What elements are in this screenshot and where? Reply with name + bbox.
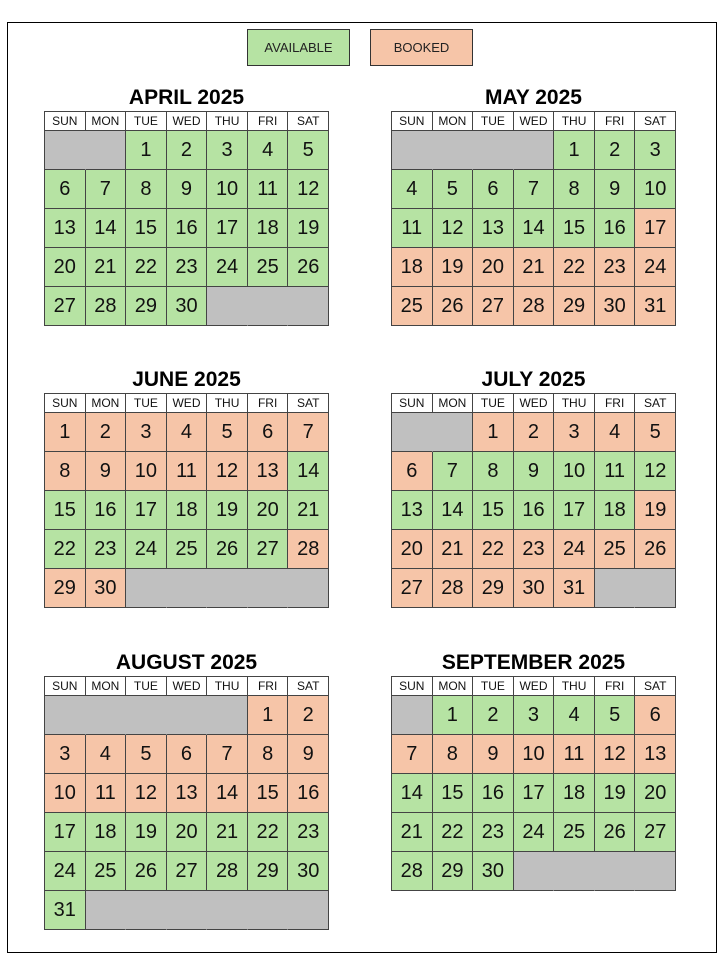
empty-day-cell: [248, 569, 289, 608]
available-day-cell[interactable]: 19: [126, 813, 167, 852]
available-day-cell[interactable]: 30: [288, 852, 329, 891]
booked-day-cell[interactable]: 19: [635, 491, 676, 530]
weekday-header: THU: [554, 394, 595, 413]
available-day-cell[interactable]: 26: [207, 530, 248, 569]
empty-day-cell: [248, 891, 289, 930]
available-day-cell[interactable]: 20: [167, 813, 208, 852]
available-day-cell[interactable]: 9: [167, 170, 208, 209]
empty-day-cell: [392, 413, 433, 452]
available-day-cell[interactable]: 9: [514, 452, 555, 491]
available-day-cell[interactable]: 24: [207, 248, 248, 287]
booked-day-cell[interactable]: 2: [86, 413, 127, 452]
empty-day-cell: [595, 852, 636, 891]
available-day-cell[interactable]: 22: [126, 248, 167, 287]
available-day-cell[interactable]: 16: [514, 491, 555, 530]
available-day-cell[interactable]: 14: [514, 209, 555, 248]
empty-day-cell: [207, 287, 248, 326]
month-calendar: [44, 85, 329, 326]
booked-day-cell[interactable]: 24: [554, 530, 595, 569]
available-day-cell[interactable]: 18: [595, 491, 636, 530]
booked-day-cell[interactable]: 20: [473, 248, 514, 287]
available-day-cell[interactable]: 16: [595, 209, 636, 248]
available-day-cell[interactable]: 15: [554, 209, 595, 248]
available-day-cell[interactable]: 23: [473, 813, 514, 852]
booked-day-cell[interactable]: 25: [392, 287, 433, 326]
available-day-cell[interactable]: 29: [126, 287, 167, 326]
available-day-cell[interactable]: 23: [167, 248, 208, 287]
available-day-cell[interactable]: 25: [248, 248, 289, 287]
month-title: SEPTEMBER 2025: [441, 651, 626, 674]
available-day-cell[interactable]: 21: [288, 491, 329, 530]
available-day-cell[interactable]: 4: [392, 170, 433, 209]
available-day-cell[interactable]: 4: [248, 131, 289, 170]
empty-day-cell: [86, 131, 127, 170]
booked-day-cell[interactable]: 2: [288, 696, 329, 735]
available-day-cell[interactable]: 13: [45, 209, 86, 248]
booked-day-cell[interactable]: 30: [86, 569, 127, 608]
booked-day-cell[interactable]: 29: [45, 569, 86, 608]
booked-day-cell[interactable]: 28: [288, 530, 329, 569]
available-day-cell[interactable]: 22: [45, 530, 86, 569]
available-day-cell[interactable]: 14: [433, 491, 474, 530]
available-day-cell[interactable]: 31: [45, 891, 86, 930]
month-title: JULY 2025: [481, 368, 586, 391]
available-day-cell[interactable]: 17: [45, 813, 86, 852]
available-day-cell[interactable]: 17: [126, 491, 167, 530]
empty-day-cell: [554, 852, 595, 891]
available-day-cell[interactable]: 2: [473, 696, 514, 735]
weekday-header: WED: [514, 112, 555, 131]
empty-day-cell: [433, 131, 474, 170]
empty-day-cell: [288, 891, 329, 930]
weekday-header: TUE: [473, 112, 514, 131]
booked-day-cell[interactable]: 4: [167, 413, 208, 452]
available-day-cell[interactable]: 27: [45, 287, 86, 326]
weekday-header: THU: [554, 677, 595, 696]
weekday-header: WED: [167, 112, 208, 131]
calendar-grid: [391, 676, 676, 891]
available-day-cell[interactable]: 6: [473, 170, 514, 209]
weekday-header: THU: [207, 112, 248, 131]
available-day-cell[interactable]: 9: [595, 170, 636, 209]
available-day-cell[interactable]: 4: [554, 696, 595, 735]
empty-day-cell: [126, 569, 167, 608]
available-day-cell[interactable]: 18: [554, 774, 595, 813]
empty-day-cell: [248, 287, 289, 326]
booked-day-cell[interactable]: 31: [554, 569, 595, 608]
empty-day-cell: [86, 696, 127, 735]
booked-day-cell[interactable]: 6: [635, 696, 676, 735]
available-day-cell[interactable]: 3: [207, 131, 248, 170]
booked-day-cell[interactable]: 31: [635, 287, 676, 326]
legend-available: AVAILABLE: [247, 29, 350, 66]
weekday-header: SAT: [635, 112, 676, 131]
available-day-cell[interactable]: 19: [207, 491, 248, 530]
booked-day-cell[interactable]: 7: [288, 413, 329, 452]
available-day-cell[interactable]: 1: [433, 696, 474, 735]
available-day-cell[interactable]: 5: [595, 696, 636, 735]
available-day-cell[interactable]: 18: [167, 491, 208, 530]
available-day-cell[interactable]: 29: [248, 852, 289, 891]
available-day-cell[interactable]: 21: [207, 813, 248, 852]
available-day-cell[interactable]: 3: [514, 696, 555, 735]
month-calendar: [391, 367, 676, 608]
available-day-cell[interactable]: 15: [473, 491, 514, 530]
booked-day-cell[interactable]: 17: [635, 209, 676, 248]
booked-day-cell[interactable]: 28: [433, 569, 474, 608]
weekday-header: FRI: [248, 394, 289, 413]
booked-day-cell[interactable]: 8: [433, 735, 474, 774]
available-day-cell[interactable]: 14: [86, 209, 127, 248]
month-title: JUNE 2025: [132, 368, 241, 391]
weekday-header: TUE: [126, 677, 167, 696]
available-day-cell[interactable]: 23: [288, 813, 329, 852]
available-day-cell[interactable]: 18: [86, 813, 127, 852]
booked-day-cell[interactable]: 28: [514, 287, 555, 326]
available-day-cell[interactable]: 30: [473, 852, 514, 891]
available-day-cell[interactable]: 30: [167, 287, 208, 326]
available-day-cell[interactable]: 18: [248, 209, 289, 248]
booked-day-cell[interactable]: 29: [473, 569, 514, 608]
weekday-header: SAT: [635, 394, 676, 413]
weekday-header: MON: [433, 677, 474, 696]
available-day-cell[interactable]: 28: [86, 287, 127, 326]
booked-day-cell[interactable]: 11: [554, 735, 595, 774]
booked-day-cell[interactable]: 12: [207, 452, 248, 491]
calendar-grid: [44, 676, 329, 930]
month-calendar: [391, 85, 676, 326]
month-calendar: [391, 650, 676, 891]
booked-day-cell[interactable]: 6: [248, 413, 289, 452]
available-day-cell[interactable]: 11: [595, 452, 636, 491]
booked-day-cell[interactable]: 8: [248, 735, 289, 774]
booked-day-cell[interactable]: 18: [392, 248, 433, 287]
available-day-cell[interactable]: 15: [45, 491, 86, 530]
month-title: AUGUST 2025: [115, 651, 258, 674]
available-day-cell[interactable]: 17: [207, 209, 248, 248]
available-day-cell[interactable]: 25: [554, 813, 595, 852]
calendar-grid: [391, 393, 676, 608]
available-day-cell[interactable]: 12: [288, 170, 329, 209]
booked-day-cell[interactable]: 12: [595, 735, 636, 774]
available-day-cell[interactable]: 20: [248, 491, 289, 530]
booked-day-cell[interactable]: 27: [473, 287, 514, 326]
available-day-cell[interactable]: 6: [45, 170, 86, 209]
available-day-cell[interactable]: 1: [554, 131, 595, 170]
available-day-cell[interactable]: 15: [126, 209, 167, 248]
available-day-cell[interactable]: 10: [554, 452, 595, 491]
empty-day-cell: [288, 287, 329, 326]
booked-day-cell[interactable]: 19: [433, 248, 474, 287]
available-day-cell[interactable]: 23: [86, 530, 127, 569]
weekday-header: WED: [167, 394, 208, 413]
available-day-cell[interactable]: 12: [433, 209, 474, 248]
available-day-cell[interactable]: 16: [473, 774, 514, 813]
empty-day-cell: [45, 696, 86, 735]
booked-day-cell[interactable]: 3: [126, 413, 167, 452]
available-day-cell[interactable]: 25: [86, 852, 127, 891]
weekday-header: THU: [207, 394, 248, 413]
booked-day-cell[interactable]: 13: [167, 774, 208, 813]
weekday-header: SUN: [392, 112, 433, 131]
weekday-header: MON: [433, 112, 474, 131]
available-day-cell[interactable]: 27: [635, 813, 676, 852]
weekday-header: MON: [86, 394, 127, 413]
available-day-cell[interactable]: 27: [167, 852, 208, 891]
weekday-header: SUN: [45, 394, 86, 413]
empty-day-cell: [514, 852, 555, 891]
available-day-cell[interactable]: 20: [635, 774, 676, 813]
weekday-header: SUN: [392, 394, 433, 413]
weekday-header: MON: [86, 677, 127, 696]
weekday-header: TUE: [473, 394, 514, 413]
booked-day-cell[interactable]: 23: [514, 530, 555, 569]
available-day-cell[interactable]: 11: [392, 209, 433, 248]
weekday-header: WED: [167, 677, 208, 696]
available-day-cell[interactable]: 11: [248, 170, 289, 209]
legend-booked: BOOKED: [370, 29, 473, 66]
available-day-cell[interactable]: 19: [288, 209, 329, 248]
booked-day-cell[interactable]: 30: [595, 287, 636, 326]
empty-day-cell: [167, 569, 208, 608]
empty-day-cell: [207, 891, 248, 930]
available-day-cell[interactable]: 2: [595, 131, 636, 170]
empty-day-cell: [86, 891, 127, 930]
empty-day-cell: [45, 131, 86, 170]
available-day-cell[interactable]: 26: [595, 813, 636, 852]
available-day-cell[interactable]: 7: [514, 170, 555, 209]
booked-day-cell[interactable]: 15: [248, 774, 289, 813]
available-day-cell[interactable]: 2: [167, 131, 208, 170]
empty-day-cell: [288, 569, 329, 608]
weekday-header: SUN: [392, 677, 433, 696]
booked-day-cell[interactable]: 1: [248, 696, 289, 735]
available-day-cell[interactable]: 3: [635, 131, 676, 170]
booked-day-cell[interactable]: 13: [635, 735, 676, 774]
booked-day-cell[interactable]: 1: [45, 413, 86, 452]
available-day-cell[interactable]: 1: [126, 131, 167, 170]
available-day-cell[interactable]: 25: [167, 530, 208, 569]
weekday-header: MON: [86, 112, 127, 131]
weekday-header: FRI: [248, 677, 289, 696]
booked-day-cell[interactable]: 27: [392, 569, 433, 608]
weekday-header: THU: [554, 112, 595, 131]
empty-day-cell: [392, 696, 433, 735]
available-day-cell[interactable]: 24: [514, 813, 555, 852]
weekday-header: SAT: [288, 677, 329, 696]
booked-day-cell[interactable]: 13: [248, 452, 289, 491]
booked-day-cell[interactable]: 6: [167, 735, 208, 774]
available-day-cell[interactable]: 13: [392, 491, 433, 530]
booked-day-cell[interactable]: 22: [554, 248, 595, 287]
booked-day-cell[interactable]: 10: [514, 735, 555, 774]
weekday-header: TUE: [126, 112, 167, 131]
booked-day-cell[interactable]: 10: [45, 774, 86, 813]
empty-day-cell: [473, 131, 514, 170]
weekday-header: SAT: [635, 677, 676, 696]
booked-day-cell[interactable]: 20: [392, 530, 433, 569]
calendar-grid: [44, 393, 329, 608]
month-title: APRIL 2025: [128, 86, 245, 109]
booked-day-cell[interactable]: 5: [635, 413, 676, 452]
available-day-cell[interactable]: 24: [45, 852, 86, 891]
weekday-header: TUE: [126, 394, 167, 413]
available-day-cell[interactable]: 14: [392, 774, 433, 813]
available-day-cell[interactable]: 17: [514, 774, 555, 813]
booked-day-cell[interactable]: 22: [473, 530, 514, 569]
booked-day-cell[interactable]: 16: [288, 774, 329, 813]
available-day-cell[interactable]: 22: [248, 813, 289, 852]
booked-day-cell[interactable]: 9: [473, 735, 514, 774]
available-day-cell[interactable]: 14: [288, 452, 329, 491]
available-day-cell[interactable]: 21: [392, 813, 433, 852]
booked-day-cell[interactable]: 26: [433, 287, 474, 326]
booked-day-cell[interactable]: 7: [392, 735, 433, 774]
booked-day-cell[interactable]: 25: [595, 530, 636, 569]
available-day-cell[interactable]: 21: [86, 248, 127, 287]
calendar-grid: [391, 111, 676, 326]
available-day-cell[interactable]: 22: [433, 813, 474, 852]
booked-day-cell[interactable]: 30: [514, 569, 555, 608]
available-day-cell[interactable]: 8: [473, 452, 514, 491]
available-day-cell[interactable]: 19: [595, 774, 636, 813]
available-day-cell[interactable]: 26: [288, 248, 329, 287]
booked-day-cell[interactable]: 29: [554, 287, 595, 326]
booked-day-cell[interactable]: 3: [45, 735, 86, 774]
available-day-cell[interactable]: 29: [433, 852, 474, 891]
month-title: MAY 2025: [485, 86, 582, 109]
booked-day-cell[interactable]: 2: [514, 413, 555, 452]
booked-day-cell[interactable]: 8: [45, 452, 86, 491]
weekday-header: FRI: [248, 112, 289, 131]
booked-day-cell[interactable]: 6: [392, 452, 433, 491]
empty-day-cell: [167, 696, 208, 735]
available-day-cell[interactable]: 10: [207, 170, 248, 209]
booked-day-cell[interactable]: 24: [635, 248, 676, 287]
month-calendar: [44, 650, 329, 930]
weekday-header: SUN: [45, 112, 86, 131]
available-day-cell[interactable]: 5: [433, 170, 474, 209]
weekday-header: FRI: [595, 112, 636, 131]
available-day-cell[interactable]: 10: [635, 170, 676, 209]
booked-day-cell[interactable]: 1: [473, 413, 514, 452]
available-day-cell[interactable]: 8: [126, 170, 167, 209]
booked-day-cell[interactable]: 5: [207, 413, 248, 452]
booked-day-cell[interactable]: 23: [595, 248, 636, 287]
available-day-cell[interactable]: 16: [167, 209, 208, 248]
booked-day-cell[interactable]: 4: [86, 735, 127, 774]
weekday-header: SUN: [45, 677, 86, 696]
weekday-header: SAT: [288, 394, 329, 413]
empty-day-cell: [207, 696, 248, 735]
booked-day-cell[interactable]: 21: [433, 530, 474, 569]
available-day-cell[interactable]: 24: [126, 530, 167, 569]
empty-day-cell: [392, 131, 433, 170]
weekday-header: TUE: [473, 677, 514, 696]
booked-day-cell[interactable]: 11: [86, 774, 127, 813]
calendar-grid: [44, 111, 329, 326]
booked-day-cell[interactable]: 4: [595, 413, 636, 452]
empty-day-cell: [635, 852, 676, 891]
booked-day-cell[interactable]: 14: [207, 774, 248, 813]
available-day-cell[interactable]: 20: [45, 248, 86, 287]
empty-day-cell: [126, 696, 167, 735]
booked-day-cell[interactable]: 12: [126, 774, 167, 813]
month-calendar: [44, 367, 329, 608]
available-day-cell[interactable]: 15: [433, 774, 474, 813]
empty-day-cell: [126, 891, 167, 930]
empty-day-cell: [635, 569, 676, 608]
weekday-header: SAT: [288, 112, 329, 131]
booked-day-cell[interactable]: 9: [86, 452, 127, 491]
available-day-cell[interactable]: 28: [392, 852, 433, 891]
available-day-cell[interactable]: 7: [433, 452, 474, 491]
booked-day-cell[interactable]: 11: [167, 452, 208, 491]
available-day-cell[interactable]: 16: [86, 491, 127, 530]
empty-day-cell: [433, 413, 474, 452]
weekday-header: THU: [207, 677, 248, 696]
available-day-cell[interactable]: 27: [248, 530, 289, 569]
available-day-cell[interactable]: 7: [86, 170, 127, 209]
booked-day-cell[interactable]: 10: [126, 452, 167, 491]
empty-day-cell: [595, 569, 636, 608]
empty-day-cell: [167, 891, 208, 930]
weekday-header: FRI: [595, 677, 636, 696]
empty-day-cell: [514, 131, 555, 170]
booked-day-cell[interactable]: 21: [514, 248, 555, 287]
available-day-cell[interactable]: 12: [635, 452, 676, 491]
weekday-header: FRI: [595, 394, 636, 413]
weekday-header: WED: [514, 394, 555, 413]
available-day-cell[interactable]: 5: [288, 131, 329, 170]
weekday-header: MON: [433, 394, 474, 413]
booked-day-cell[interactable]: 5: [126, 735, 167, 774]
available-day-cell[interactable]: 28: [207, 852, 248, 891]
booked-day-cell[interactable]: 7: [207, 735, 248, 774]
weekday-header: WED: [514, 677, 555, 696]
available-day-cell[interactable]: 26: [126, 852, 167, 891]
available-day-cell[interactable]: 13: [473, 209, 514, 248]
available-day-cell[interactable]: 8: [554, 170, 595, 209]
booked-day-cell[interactable]: 9: [288, 735, 329, 774]
available-day-cell[interactable]: 17: [554, 491, 595, 530]
booked-day-cell[interactable]: 3: [554, 413, 595, 452]
booked-day-cell[interactable]: 26: [635, 530, 676, 569]
empty-day-cell: [207, 569, 248, 608]
